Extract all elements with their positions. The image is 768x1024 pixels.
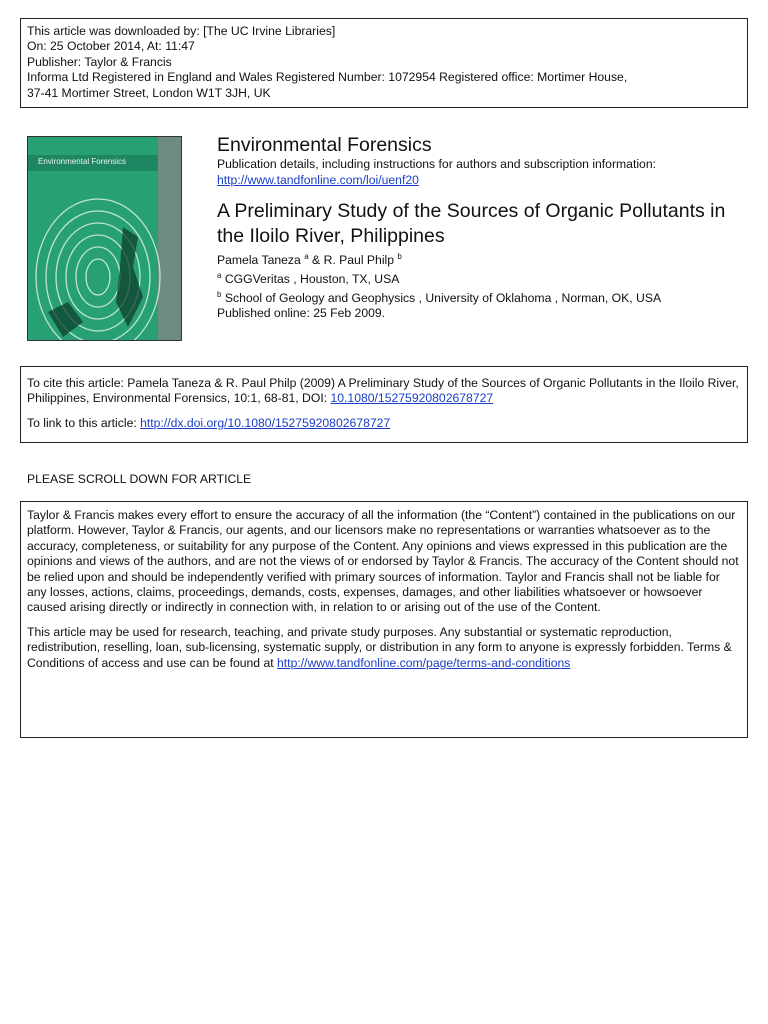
affiliation-text: School of Geology and Geophysics , University of Oklahoma , Norman, OK, USA: [224, 291, 662, 305]
citation-text-block: [27, 376, 741, 407]
authors-line: [217, 253, 402, 268]
terms-paragraph: [27, 625, 741, 671]
download-info-line: Publisher: Taylor & Francis: [27, 54, 172, 69]
download-info-box: [20, 18, 748, 108]
affiliation-superscript: a: [217, 271, 222, 280]
citation-box: [20, 366, 748, 443]
terms-text: This article may be used for research, teaching, and private study purposes. Any substantial or systematic reproduction, redistribution, reselling, loan, sub-licensing, systematic supply, or distribution in any form to anyone is expressly forbidden. Terms & Conditions of access and use can be found at: [27, 624, 732, 670]
affiliation-a: [217, 272, 399, 287]
affiliation-text: CGGVeritas , Houston, TX, USA: [224, 272, 400, 286]
publication-details: Publication details, including instructions for authors and subscription information:: [217, 157, 656, 171]
author-superscript: a: [304, 252, 309, 261]
author-ampersand: &: [312, 253, 321, 267]
disclaimer-paragraph: Taylor & Francis makes every effort to ensure the accuracy of all the information (the “Content”) contained in the publications on our platform. However, Taylor & Francis, our agents, and our licensors make no representations or warranties whatsoever as to the accuracy, completeness, or suitability for any purpose of the Content. Any opinions and views expressed in this publication are the opinions and views of the authors, and are not the views of or endorsed by Taylor & Francis. The accuracy of the Content should not be relied upon and should be independently verified with primary sources of information. Taylor and Francis shall not be liable for any losses, actions, claims, proceedings, demands, costs, expenses, damages, and other liabilities whatsoever or howsoever caused arising directly or indirectly in connection with, in relation to or arising out of the use of the Content.: [27, 508, 739, 615]
citation-text: To cite this article: Pamela Taneza & R. Paul Philp (2009) A Preliminary Study of the Sources of Organic Pollutants in the Iloilo River, Philippines, Environmental Forensics, 10:1, 68-81, DOI:: [27, 376, 739, 406]
doi-link[interactable]: 10.1080/15275920802678727: [330, 391, 494, 406]
download-info-line: This article was downloaded by: [The UC Irvine Libraries]: [27, 24, 336, 38]
download-info-line: On: 25 October 2014, At: 11:47: [27, 39, 195, 54]
disclaimer-box: [20, 501, 748, 738]
article-link-line: [27, 416, 741, 431]
author-name: Pamela Taneza: [217, 253, 301, 267]
affiliation-superscript: b: [217, 290, 222, 299]
link-label: To link to this article:: [27, 415, 141, 430]
journal-link[interactable]: http://www.tandfonline.com/loi/uenf20: [217, 173, 419, 187]
affiliation-b: [217, 291, 661, 306]
journal-cover-image: [27, 136, 182, 341]
article-title: A Preliminary Study of the Sources of Organic Pollutants in the Iloilo River, Philippines: [217, 200, 726, 247]
article-doi-url[interactable]: http://dx.doi.org/10.1080/15275920802678727: [140, 415, 391, 430]
download-info-line: 37-41 Mortimer Street, London W1T 3JH, UK: [27, 85, 271, 100]
scroll-notice: PLEASE SCROLL DOWN FOR ARTICLE: [27, 472, 252, 486]
published-online-date: Published online: 25 Feb 2009.: [217, 306, 386, 320]
journal-name: Environmental Forensics: [217, 134, 432, 156]
download-info-line: Informa Ltd Registered in England and Wales Registered Number: 1072954 Registered office: Mortimer House,: [27, 70, 628, 85]
author-superscript: b: [397, 252, 402, 261]
cover-title: Environmental Forensics: [38, 157, 127, 166]
cover-artwork-icon: [28, 137, 182, 341]
terms-link[interactable]: http://www.tandfonline.com/page/terms-and-conditions: [277, 655, 571, 670]
author-name: R. Paul Philp: [323, 253, 395, 267]
